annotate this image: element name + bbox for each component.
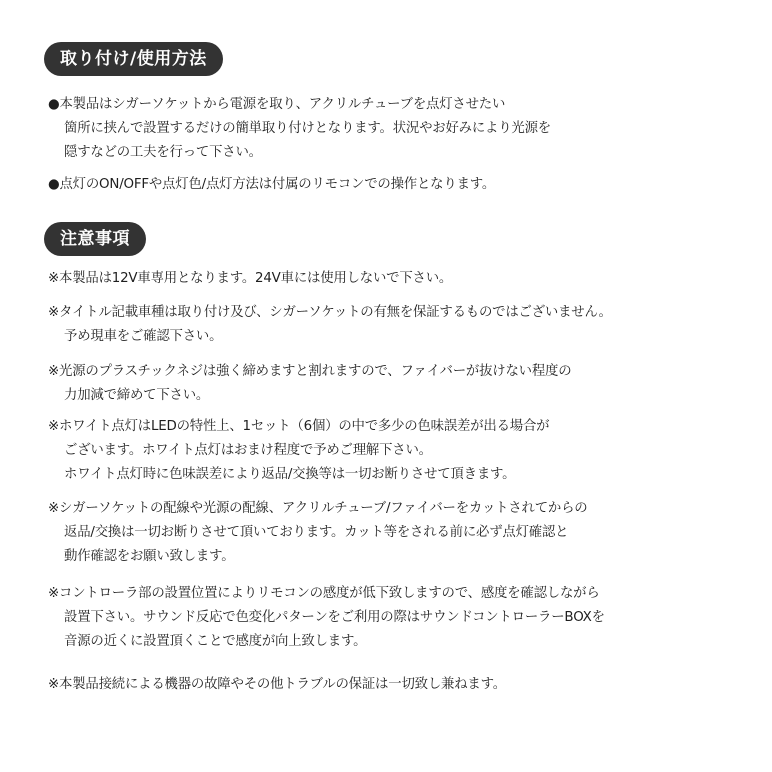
text-line: ※本製品は12V車専用となります。24V車には使用しないで下さい。 xyxy=(48,271,453,286)
text-line: ※シガーソケットの配線や光源の配線、アクリルチューブ/ファイバーをカットされてからの xyxy=(48,501,588,516)
caution-item-cut-wiring xyxy=(48,497,752,569)
caution-item-controller xyxy=(48,582,752,654)
caution-item-vehicle xyxy=(48,301,752,349)
usage-item-install xyxy=(48,93,752,165)
caution-item-liability xyxy=(48,673,752,697)
text-line: ●点灯のON/OFFや点灯色/点灯方法は付属のリモコンでの操作となります。 xyxy=(48,177,496,192)
text-line: ホワイト点灯時に色味誤差により返品/交換等は一切お断りさせて頂きます。 xyxy=(64,467,516,482)
caution-item-screw xyxy=(48,360,752,408)
text-line: ●本製品はシガーソケットから電源を取り、アクリルチューブを点灯させたい xyxy=(48,97,506,112)
text-line: 音源の近くに設置頂くことで感度が向上致します。 xyxy=(64,634,367,649)
text-line: ※コントローラ部の設置位置によりリモコンの感度が低下致しますので、感度を確認しながら xyxy=(48,586,600,601)
text-line: 力加減で締めて下さい。 xyxy=(64,388,210,403)
caution-item-white-light xyxy=(48,415,752,487)
text-line: ※本製品接続による機器の故障やその他トラブルの保証は一切致し兼ねます。 xyxy=(48,677,506,692)
text-line: 予め現車をご確認下さい。 xyxy=(64,329,223,344)
text-line: 設置下さい。サウンド反応で色変化パターンをご利用の際はサウンドコントローラーBOXを xyxy=(64,610,605,625)
usage-item-remote xyxy=(48,173,752,197)
text-line: 返品/交換は一切お断りさせて頂いております。カット等をされる前に必ず点灯確認と xyxy=(64,525,569,540)
text-line: ※タイトル記載車種は取り付け及び、シガーソケットの有無を保証するものではございません。 xyxy=(48,305,612,320)
caution-item-12v xyxy=(48,267,752,291)
text-line: 隠すなどの工夫を行って下さい。 xyxy=(64,145,262,160)
usage-section-heading: 取り付け/使用方法 xyxy=(44,42,223,76)
text-line: ございます。ホワイト点灯はおまけ程度で予めご理解下さい。 xyxy=(64,443,432,458)
text-line: ※ホワイト点灯はLEDの特性上、1セット（6個）の中で多少の色味誤差が出る場合が xyxy=(48,419,550,434)
text-line: 箇所に挟んで設置するだけの簡単取り付けとなります。状況やお好みにより光源を xyxy=(64,121,551,136)
caution-section-heading: 注意事項 xyxy=(44,222,146,256)
text-line: 動作確認をお願い致します。 xyxy=(64,549,235,564)
text-line: ※光源のプラスチックネジは強く締めますと割れますので、ファイバーが抜けない程度の xyxy=(48,364,572,379)
